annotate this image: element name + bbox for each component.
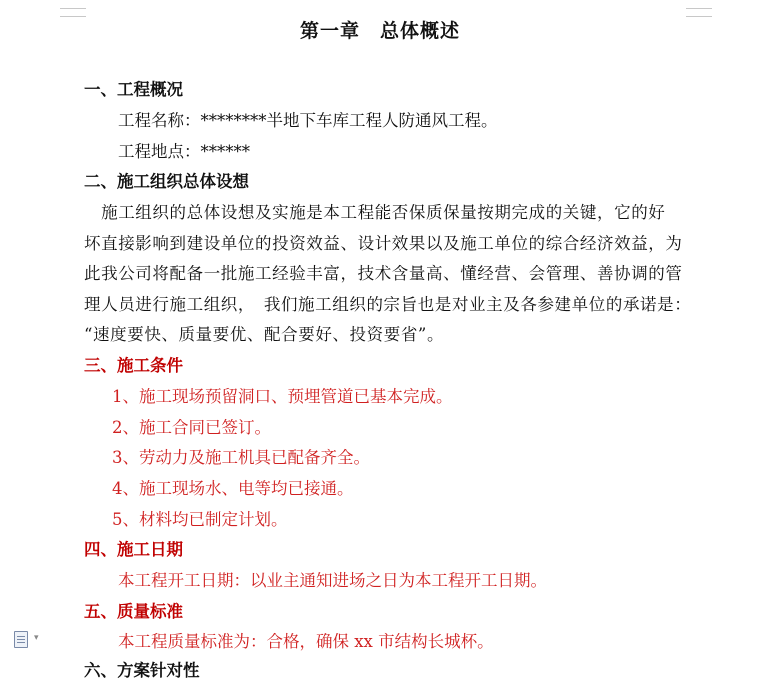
condition-item: 1、施工现场预留洞口、预埋管道已基本完成。 bbox=[112, 387, 453, 406]
condition-item: 4、施工现场水、电等均已接通。 bbox=[112, 479, 354, 498]
project-location-line: 工程地点：****** bbox=[118, 142, 250, 161]
paragraph-line: 此我公司将配备一批施工经验丰富，技术含量高、懂经营、会管理、善协调的管 bbox=[84, 264, 683, 283]
chevron-down-icon[interactable]: ▾ bbox=[34, 633, 39, 643]
condition-item: 2、施工合同已签订。 bbox=[112, 418, 271, 437]
paragraph-line: 施工组织的总体设想及实施是本工程能否保质保量按期完成的关键，它的好 bbox=[84, 203, 666, 222]
document-icon[interactable] bbox=[14, 631, 28, 648]
paragraph-line: 理人员进行施工组织， 我们施工组织的宗旨也是对业主及各参建单位的承诺是： bbox=[84, 295, 692, 314]
section-heading-1: 一、工程概况 bbox=[84, 80, 183, 99]
condition-item: 3、劳动力及施工机具已配备齐全。 bbox=[112, 448, 370, 467]
section-heading-4: 四、施工日期 bbox=[84, 540, 183, 559]
section-heading-6: 六、方案针对性 bbox=[84, 661, 200, 680]
page-corner-mark-right bbox=[686, 4, 712, 17]
section-heading-3: 三、施工条件 bbox=[84, 356, 183, 375]
page-corner-mark-left bbox=[60, 4, 86, 17]
section-heading-2: 二、施工组织总体设想 bbox=[84, 172, 249, 191]
start-date-line: 本工程开工日期：以业主通知进场之日为本工程开工日期。 bbox=[118, 571, 547, 590]
paragraph-line: “速度要快、质量要优、配合要好、投资要省”。 bbox=[84, 325, 445, 344]
condition-item: 5、材料均已制定计划。 bbox=[112, 510, 288, 529]
section-heading-5: 五、质量标准 bbox=[84, 602, 183, 621]
paragraph-line: 坏直接影响到建设单位的投资效益、设计效果以及施工单位的综合经济效益，为 bbox=[84, 234, 683, 253]
chapter-title: 第一章 总体概述 bbox=[300, 20, 461, 42]
quality-standard-line: 本工程质量标准为：合格，确保 xx 市结构长城杯。 bbox=[118, 632, 494, 651]
project-name-line: 工程名称：********半地下车库工程人防通风工程。 bbox=[118, 111, 498, 130]
